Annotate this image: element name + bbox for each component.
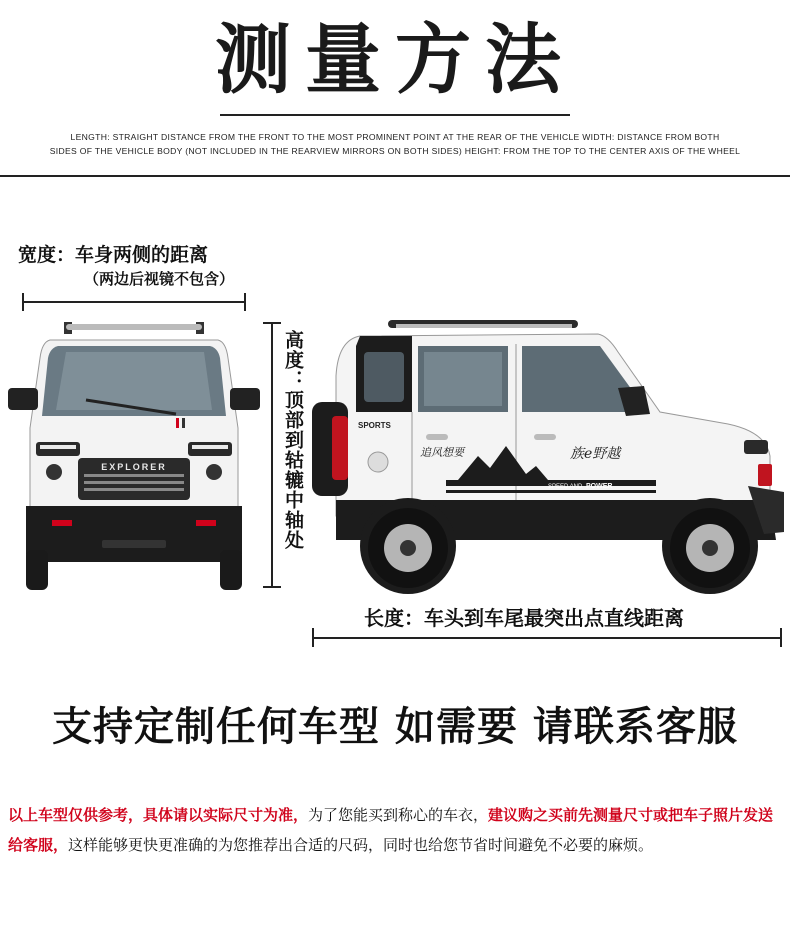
length-measure-line bbox=[312, 637, 782, 639]
width-label: 宽度：车身两侧的距离 bbox=[18, 244, 209, 266]
height-measure-line bbox=[271, 322, 273, 588]
car-side-view bbox=[308, 316, 786, 594]
side-stripe-text-2: POWER bbox=[586, 483, 613, 490]
notice-red-1: 以上车型仅供参考，具体请以实际尺寸为准， bbox=[8, 806, 309, 824]
car-front-view bbox=[6, 318, 262, 592]
page-title: 测量方法 bbox=[215, 15, 575, 104]
width-measure-tick-left bbox=[22, 293, 24, 311]
side-calligraphy-1: 追风想要 bbox=[420, 446, 464, 459]
notice-black-2: 这样能够更快更准确的为您推荐出合适的尺码，同时也给您节省时间避免不必要的麻烦。 bbox=[68, 836, 654, 854]
height-measure-tick-bottom bbox=[263, 586, 281, 588]
width-measure-tick-right bbox=[244, 293, 246, 311]
title-underline bbox=[220, 114, 570, 116]
side-stripe-text-1: SPEED AND bbox=[548, 484, 583, 490]
customization-slogan: 支持定制任何车型 如需要 请联系客服 bbox=[52, 704, 738, 750]
width-note: （两边后视镜不包含） bbox=[84, 270, 235, 288]
page-subtitle bbox=[6, 130, 784, 158]
side-sports-text: SPORTS bbox=[358, 421, 391, 430]
subtitle-line-1: LENGTH: STRAIGHT DISTANCE FROM THE FRONT TO THE MOST PROMINENT POINT AT THE REAR OF THE VEHICLE WIDTH: DISTANCE FROM BOTH bbox=[70, 132, 720, 142]
header-divider bbox=[0, 175, 790, 177]
height-label: 高度：顶部到轱辘中轴处 bbox=[282, 330, 304, 550]
length-label: 长度：车头到车尾最突出点直线距离 bbox=[364, 606, 684, 630]
notice-paragraph bbox=[8, 800, 786, 860]
notice-red-2: 建议购之买前先测量尺寸或把车子照片发送给客服， bbox=[8, 806, 774, 854]
notice-black-1: 为了您能买到称心的车衣， bbox=[308, 806, 489, 824]
height-measure-tick-top bbox=[263, 322, 281, 324]
side-calligraphy-2: 族e野越 bbox=[570, 446, 621, 462]
front-grille-text: EXPLORER bbox=[101, 462, 167, 472]
subtitle-line-2: SIDES OF THE VEHICLE BODY (NOT INCLUDED IN THE REARVIEW MIRRORS ON BOTH SIDES) HEIGHT: FROM THE TOP TO THE CENTER AXIS OF THE WHEEL bbox=[49, 146, 741, 156]
length-measure-tick-right bbox=[780, 628, 782, 647]
width-measure-line bbox=[22, 301, 246, 303]
length-measure-tick-left bbox=[312, 628, 314, 647]
